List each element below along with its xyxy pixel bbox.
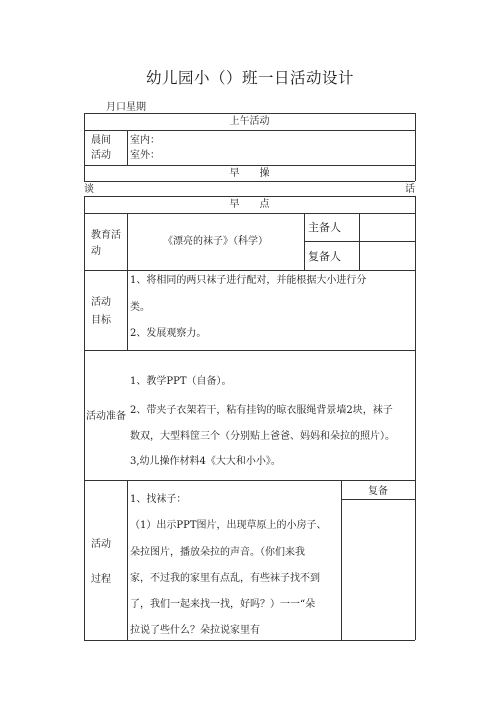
process-label: 活动: [91, 539, 111, 550]
process-line-3: 朵拉图片，播放朵拉的声音。（你们来我: [130, 547, 305, 558]
indoor-label: 室内：: [130, 135, 160, 146]
prep-3: 3,幼儿操作材料4《大大和小小》。: [130, 456, 281, 467]
talk-label-left: 谈: [84, 184, 94, 195]
goal-label-2: 目标: [91, 315, 111, 326]
prep-1: 1、教学PPT（自备）。: [130, 376, 232, 387]
prep-2-cont: 数双，大型料筐三个（分别贴上爸爸、妈妈和朵拉的照片）。: [130, 431, 395, 442]
process-line-2: （1）出示PPT图片，出现草原上的小房子、: [130, 520, 327, 531]
snack-label: 早 点: [229, 199, 270, 210]
process-line-4: 家，不过我的家里有点乱，有些袜子找不到: [130, 573, 320, 584]
process-line-6: 拉说了些什么？朵拉说家里有: [130, 625, 260, 636]
goal-1-cont: 类。: [130, 302, 150, 313]
page-title: 幼儿园小（）班一日活动设计: [145, 69, 354, 87]
edu-activity-label-2: 动: [91, 246, 101, 257]
process-step-1: 1、找袜子：: [130, 494, 187, 505]
prep-2: 2、带夹子衣架若干，粘有挂钩的晾衣服绳背景墙2块，袜子: [130, 405, 393, 416]
process-label-2: 过程: [91, 574, 111, 585]
review-label: 复备: [368, 486, 388, 497]
main-preparer-label: 主备人: [308, 221, 341, 234]
date-line: 月口星期: [106, 102, 146, 113]
arrival-label-2: 活动: [91, 150, 111, 161]
exercise-label: 早 操: [229, 168, 270, 179]
goal-1: 1、将相同的两只袜子进行配对，并能根据大小进行分: [130, 275, 367, 286]
prep-label: 活动准备: [86, 411, 126, 422]
arrival-label: 晨间: [91, 135, 111, 146]
outdoor-label: 室外：: [130, 150, 160, 161]
edu-activity-value: 《漂亮的袜子》（科学）: [163, 236, 268, 247]
morning-header: 上午活动: [229, 116, 270, 127]
edu-activity-label: 教育活: [91, 230, 121, 241]
second-preparer-label: 复备人: [308, 250, 341, 263]
goal-label: 活动: [91, 297, 111, 308]
talk-label-right: 话: [405, 184, 415, 195]
process-line-5: 了，我们一起来找一找，好吗？）一一“朵: [130, 599, 316, 610]
goal-2: 2、发展观察力。: [130, 328, 207, 339]
